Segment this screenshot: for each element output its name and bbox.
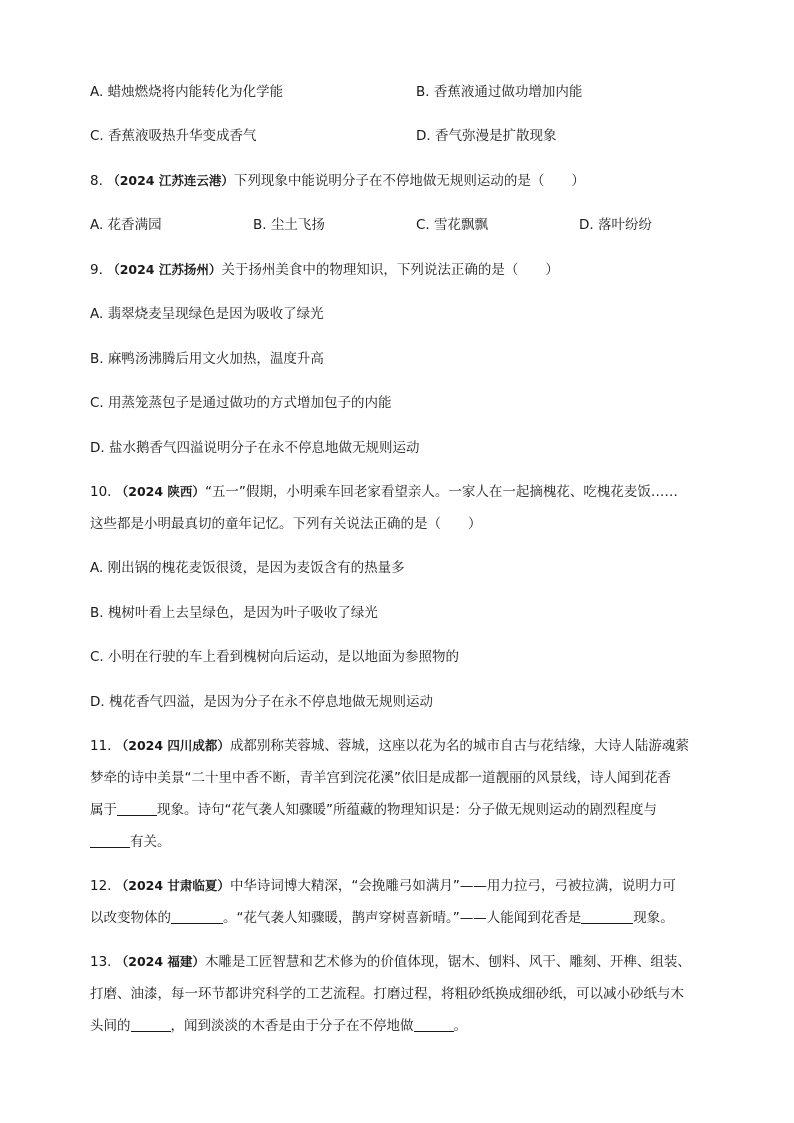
question-number: 10.: [90, 484, 112, 500]
q9-option-c: C. 用蒸笼蒸包子是通过做功的方式增加包子的内能: [90, 395, 392, 411]
q7-option-d: D. 香气弥漫是扩散现象: [416, 128, 557, 144]
question-text: 头间的: [90, 1018, 131, 1034]
question-10-stem-line-1: [90, 483, 678, 501]
question-text: 现象。: [633, 910, 674, 926]
question-text: 成都别称芙蓉城、蓉城，这座以花为名的城市自古与花结缘，大诗人陆游魂萦: [229, 738, 689, 754]
q10-option-b: B. 槐树叶看上去呈绿色，是因为叶子吸收了绿光: [90, 605, 378, 621]
q10-option-d: D. 槐花香气四溢，是因为分子在永不停息地做无规则运动: [90, 694, 433, 710]
question-text: ，闻到淡淡的木香是由于分子在不停地做: [170, 1018, 414, 1034]
question-13-line-1: [90, 953, 691, 971]
question-number: 13.: [90, 954, 112, 970]
question-text: 。: [453, 1018, 467, 1034]
question-text: 中华诗词博大精深，“会挽雕弓如满月”——用力拉弓，弓被拉满，说明力可: [229, 878, 676, 894]
question-13-line-2: 打磨、油漆，每一环节都讲究科学的工艺流程。打磨过程，将粗砂纸换成细砂纸，可以减小砂纸与木: [90, 986, 684, 1002]
q7-option-c: C. 香蕉液吸热升华变成香气: [90, 128, 257, 144]
question-11-line-3: [90, 801, 657, 819]
question-source: （2024 陕西）: [115, 484, 205, 499]
question-text: 属于: [90, 802, 117, 818]
question-number: 12.: [90, 878, 112, 894]
question-number: 11.: [90, 738, 112, 754]
answer-blank[interactable]: [131, 1017, 171, 1032]
q8-option-d: D. 落叶纷纷: [579, 217, 652, 233]
q7-option-a: A. 蜡烛燃烧将内能转化为化学能: [90, 84, 284, 100]
answer-blank[interactable]: [414, 1017, 454, 1032]
question-text: “五一”假期，小明乘车回老家看望亲人。一家人在一起摘槐花、吃槐花麦饭……: [204, 484, 678, 500]
question-13-line-3: [90, 1017, 467, 1035]
q8-option-b: B. 尘土飞扬: [253, 217, 325, 233]
q9-option-b: B. 麻鸭汤沸腾后用文火加热，温度升高: [90, 351, 324, 367]
q7-option-b: B. 香蕉液通过做功增加内能: [416, 84, 583, 100]
q10-option-c: C. 小明在行驶的车上看到槐树向后运动，是以地面为参照物的: [90, 649, 460, 665]
question-number: 9.: [90, 262, 103, 278]
question-11-line-2: 梦牵的诗中美景“二十里中香不断，青羊宫到浣花溪”依旧是成都一道靓丽的风景线，诗人闻到花香: [90, 770, 671, 786]
q9-option-d: D. 盐水鹅香气四溢说明分子在永不停息地做无规则运动: [90, 440, 420, 456]
question-text: 关于扬州美食中的物理知识，下列说法正确的是（ ）: [221, 262, 559, 278]
question-source: （2024 江苏连云港）: [107, 173, 234, 188]
question-11-line-4: [90, 833, 171, 851]
question-source: （2024 甘肃临夏）: [115, 878, 230, 893]
question-10-stem-line-2: 这些都是小明最真切的童年记忆。下列有关说法正确的是（ ）: [90, 516, 482, 532]
q10-option-a: A. 刚出锅的槐花麦饭很烫，是因为麦饭含有的热量多: [90, 560, 405, 576]
q9-option-a: A. 翡翠烧麦呈现绿色是因为吸收了绿光: [90, 306, 324, 322]
answer-blank[interactable]: [581, 909, 633, 924]
q8-option-c: C. 雪花飘飘: [416, 217, 489, 233]
answer-blank[interactable]: [117, 801, 157, 816]
question-source: （2024 江苏扬州）: [107, 262, 222, 277]
question-source: （2024 福建）: [115, 954, 205, 969]
question-text: 有关。: [130, 834, 171, 850]
question-text: 木雕是工匠智慧和艺术修为的价值体现，锯木、刨料、风干、雕刻、开榫、组装、: [204, 954, 691, 970]
question-9-stem: [90, 261, 559, 279]
question-11-line-1: [90, 737, 689, 755]
question-12-line-2: [90, 909, 674, 927]
question-source: （2024 四川成都）: [115, 738, 230, 753]
question-text: 下列现象中能说明分子在不停地做无规则运动的是（ ）: [233, 173, 585, 189]
question-text: 以改变物体的: [90, 910, 171, 926]
question-text: 现象。诗句“花气袭人知骤暖”所蕴藏的物理知识是：分子做无规则运动的剧烈程度与: [157, 802, 657, 818]
answer-blank[interactable]: [90, 833, 130, 848]
answer-blank[interactable]: [171, 909, 223, 924]
q8-option-a: A. 花香满园: [90, 217, 162, 233]
question-8-stem: [90, 172, 585, 190]
question-text: 。“花气袭人知骤暖，鹊声穿树喜新晴。”——人能闻到花香是: [223, 910, 582, 926]
question-number: 8.: [90, 173, 103, 189]
question-12-line-1: [90, 877, 676, 895]
